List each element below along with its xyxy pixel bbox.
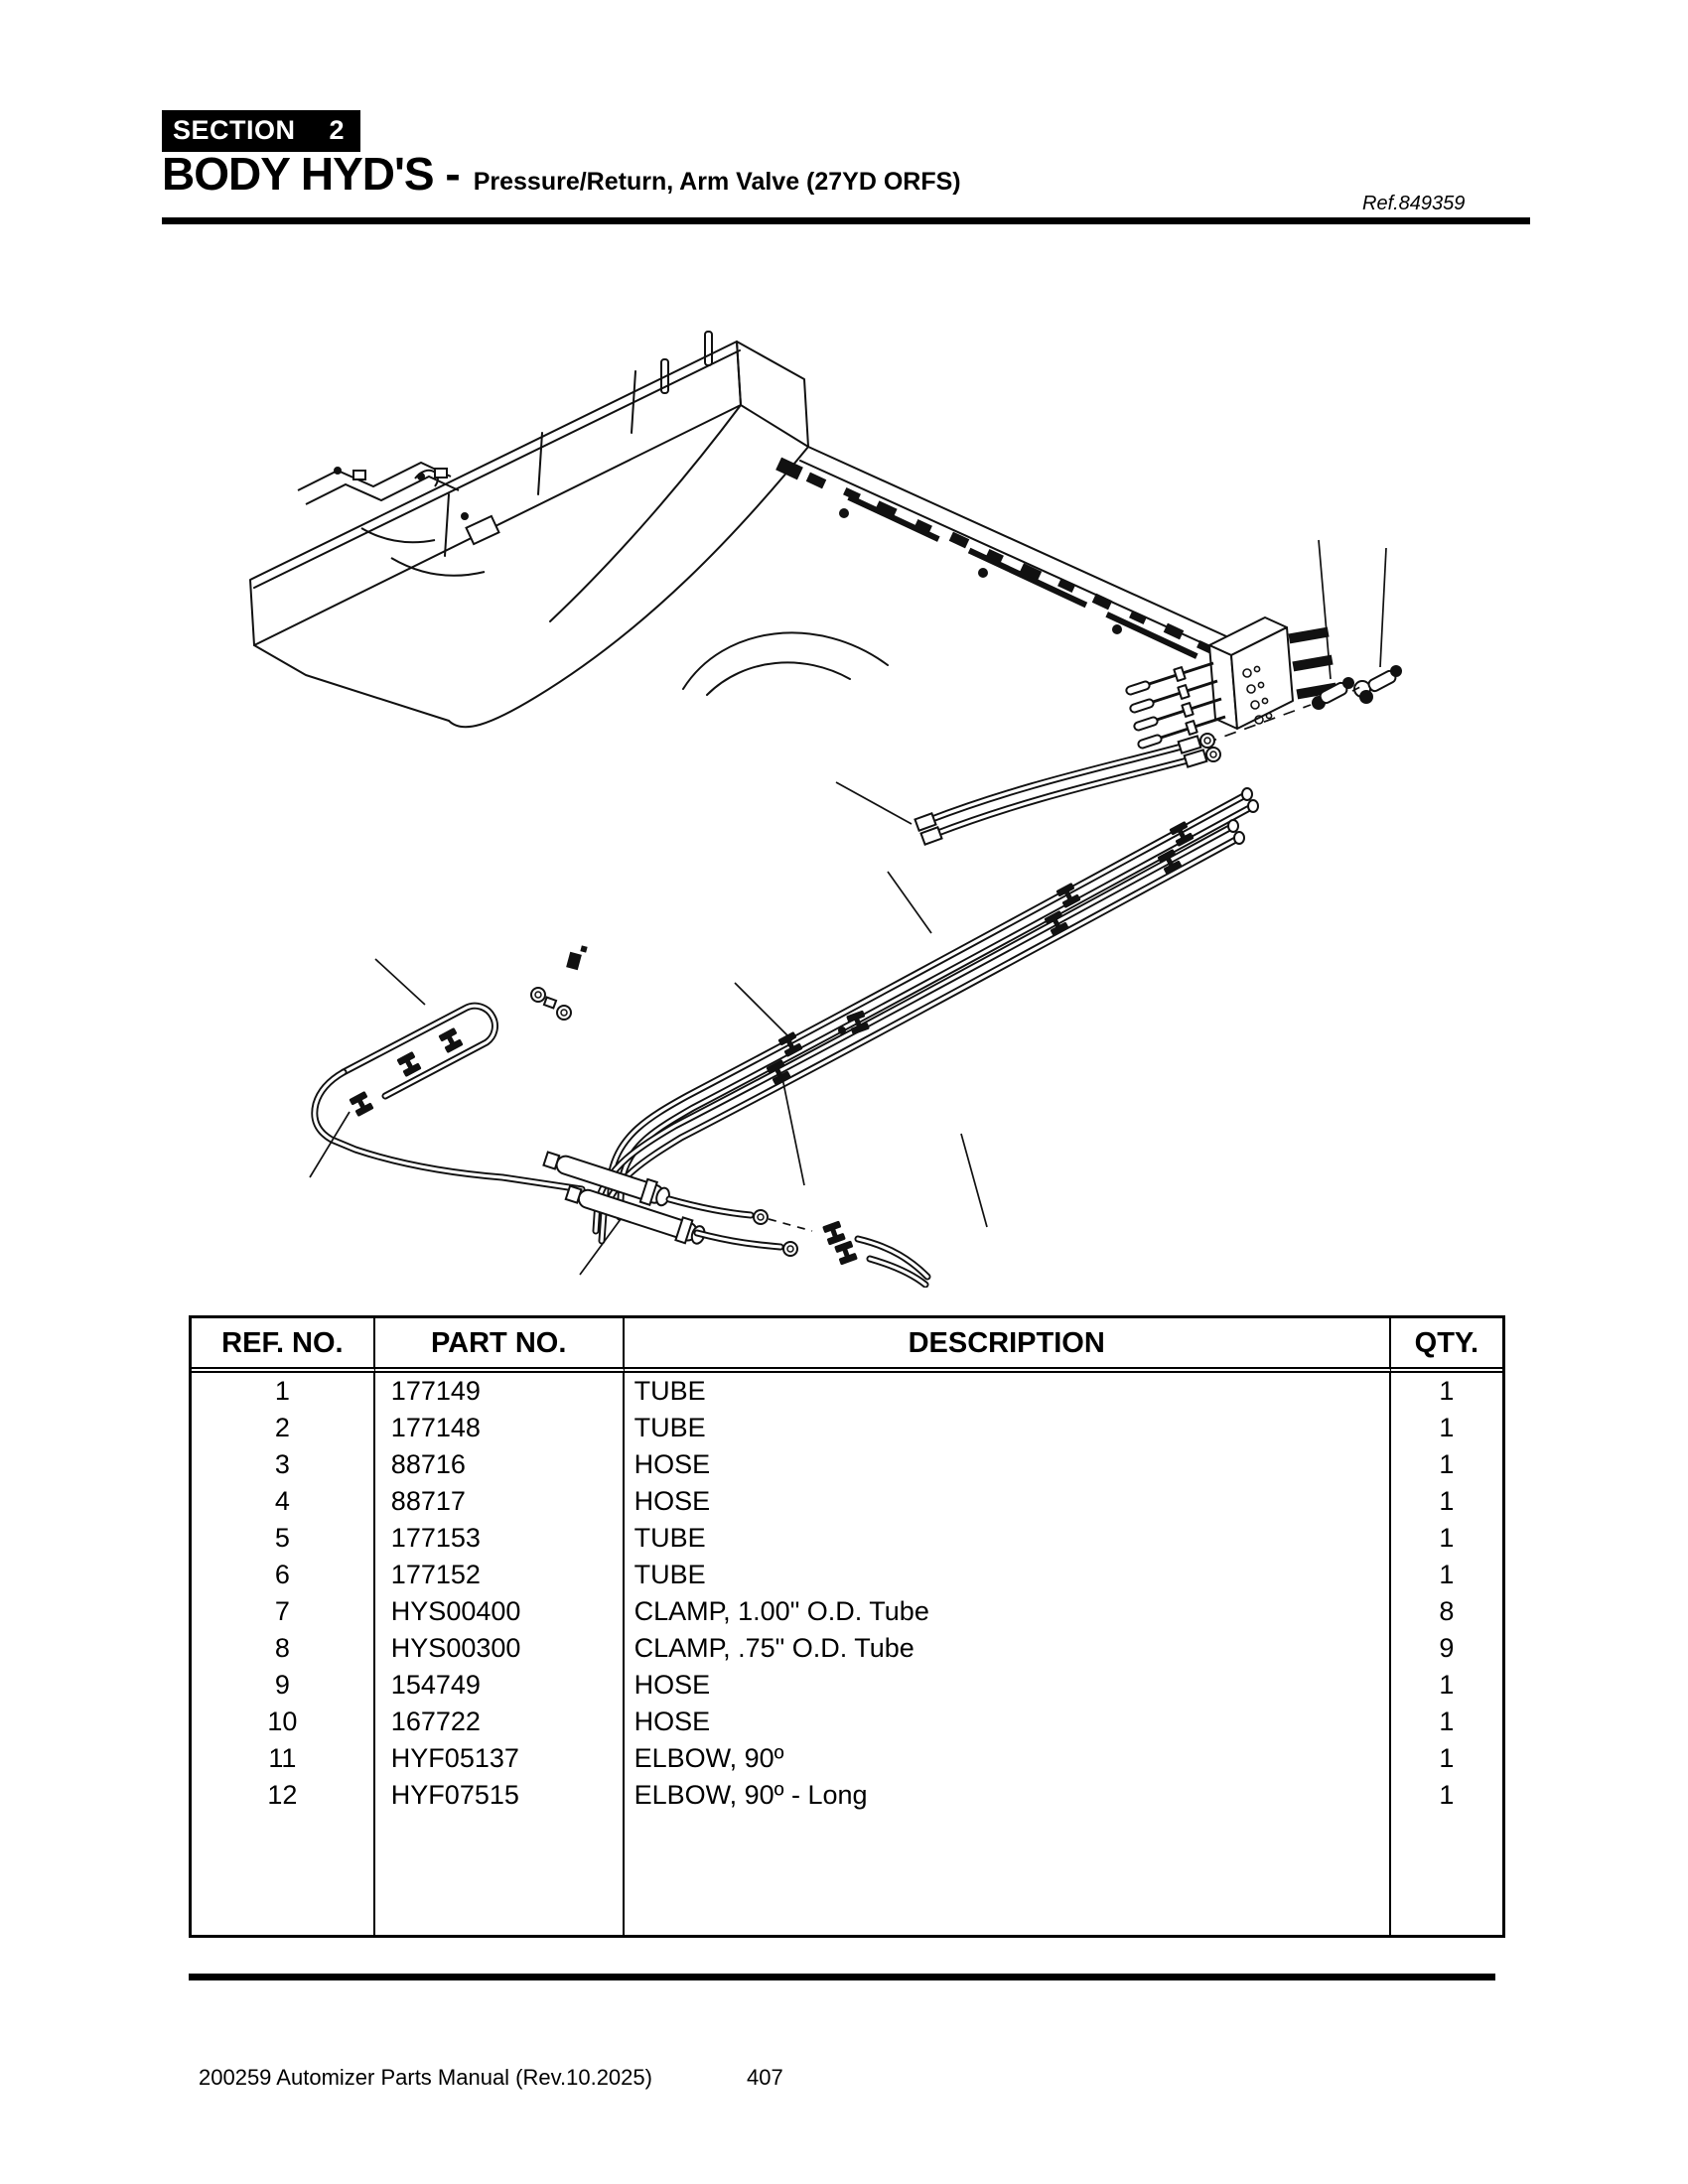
cell-qty: 1 [1439, 1413, 1455, 1442]
col-header-ref-no: REF. NO. [192, 1318, 375, 1373]
cell-part-no: HYS00400 [375, 1593, 625, 1630]
page-title [162, 147, 961, 201]
front-tube-assembly [310, 945, 927, 1285]
cell-qty: 1 [1439, 1523, 1455, 1553]
parts-table-body [192, 1373, 1502, 1935]
table-row [192, 1483, 1502, 1520]
body-front-tubing [298, 463, 498, 576]
cell-description: HOSE [625, 1667, 1391, 1704]
cell-description: CLAMP, 1.00" O.D. Tube [625, 1593, 1391, 1630]
cell-description: TUBE [625, 1410, 1391, 1446]
cell-qty: 1 [1439, 1376, 1455, 1406]
cell-ref-no: 4 [192, 1483, 375, 1520]
cell-description: CLAMP, .75" O.D. Tube [625, 1630, 1391, 1667]
page-number: 407 [747, 2065, 783, 2090]
cell-qty: 9 [1439, 1633, 1455, 1663]
table-row [192, 1740, 1502, 1777]
cell-qty: 8 [1439, 1596, 1455, 1626]
cell-part-no: 177149 [375, 1373, 625, 1410]
cell-part-no: 88717 [375, 1483, 625, 1520]
cell-ref-no: 11 [192, 1740, 375, 1777]
cell-part-no: 167722 [375, 1704, 625, 1740]
cell-ref-no: 10 [192, 1704, 375, 1740]
manual-footer: 200259 Automizer Parts Manual (Rev.10.2025) [199, 2065, 652, 2090]
table-row [192, 1557, 1502, 1593]
table-row [192, 1704, 1502, 1740]
header-rule [162, 217, 1530, 224]
cell-part-no: 177153 [375, 1520, 625, 1557]
cell-ref-no: 9 [192, 1667, 375, 1704]
valve-hoses [836, 734, 1220, 845]
cell-qty: 1 [1439, 1560, 1455, 1589]
cell-part-no: HYS00300 [375, 1630, 625, 1667]
cell-description: HOSE [625, 1483, 1391, 1520]
table-filler-row [192, 1814, 1502, 1935]
table-header-row [192, 1318, 1502, 1373]
cell-qty: 1 [1439, 1706, 1455, 1736]
cell-part-no: 154749 [375, 1667, 625, 1704]
cell-ref-no: 12 [192, 1777, 375, 1814]
cell-description: HOSE [625, 1446, 1391, 1483]
long-tube-run [596, 788, 1258, 1241]
cell-part-no: 88716 [375, 1446, 625, 1483]
cell-part-no: 177152 [375, 1557, 625, 1593]
table-row [192, 1410, 1502, 1446]
cell-description: HOSE [625, 1704, 1391, 1740]
cell-ref-no: 8 [192, 1630, 375, 1667]
cell-ref-no: 7 [192, 1593, 375, 1630]
section-number: 2 [329, 115, 346, 145]
table-row [192, 1777, 1502, 1814]
body-hydraulics-cluster [775, 458, 1214, 659]
cell-part-no: HYF05137 [375, 1740, 625, 1777]
cell-description: ELBOW, 90º - Long [625, 1777, 1391, 1814]
section-label: SECTION [173, 115, 296, 145]
cell-qty: 1 [1439, 1780, 1455, 1810]
cell-ref-no: 5 [192, 1520, 375, 1557]
col-header-description: DESCRIPTION [625, 1318, 1391, 1373]
ref-number: Ref.849359 [1362, 193, 1466, 214]
cell-description: ELBOW, 90º [625, 1740, 1391, 1777]
cell-qty: 1 [1439, 1743, 1455, 1773]
parts-diagram [149, 230, 1539, 1288]
cell-part-no: 177148 [375, 1410, 625, 1446]
cell-qty: 1 [1439, 1486, 1455, 1516]
table-row [192, 1373, 1502, 1410]
cell-description: TUBE [625, 1520, 1391, 1557]
cell-qty: 1 [1439, 1670, 1455, 1700]
parts-table [189, 1315, 1505, 1938]
cell-ref-no: 2 [192, 1410, 375, 1446]
table-row [192, 1667, 1502, 1704]
cell-qty: 1 [1439, 1449, 1455, 1479]
table-row [192, 1593, 1502, 1630]
col-header-qty: QTY. [1391, 1318, 1502, 1373]
cell-description: TUBE [625, 1557, 1391, 1593]
truck-body-outline [250, 332, 1262, 727]
footer-rule [189, 1974, 1495, 1980]
section-badge [162, 110, 360, 152]
title-subtitle: Pressure/Return, Arm Valve (27YD ORFS) [473, 168, 961, 196]
table-row [192, 1446, 1502, 1483]
cell-ref-no: 3 [192, 1446, 375, 1483]
cell-part-no: HYF07515 [375, 1777, 625, 1814]
cell-description: TUBE [625, 1373, 1391, 1410]
title-main: BODY HYD'S - [162, 148, 460, 200]
table-row [192, 1520, 1502, 1557]
table-row [192, 1630, 1502, 1667]
cell-ref-no: 1 [192, 1373, 375, 1410]
cell-ref-no: 6 [192, 1557, 375, 1593]
col-header-part-no: PART NO. [375, 1318, 625, 1373]
